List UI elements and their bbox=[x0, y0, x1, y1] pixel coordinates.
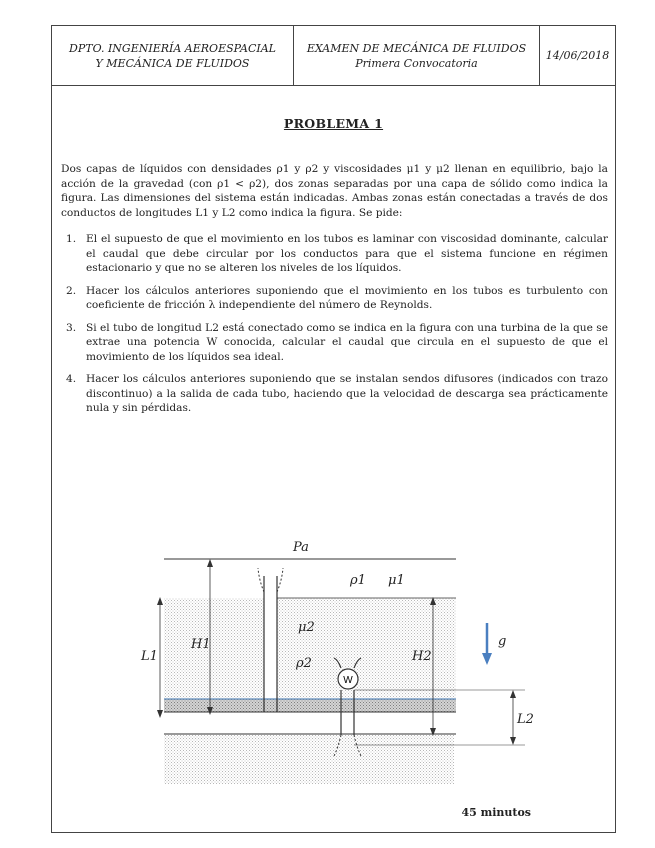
exam-title: EXAMEN DE MECÁNICA DE FLUIDOS bbox=[306, 41, 527, 55]
question-number: 3. bbox=[66, 321, 77, 334]
turbine-label: W bbox=[343, 675, 353, 686]
fluid-2-region-left bbox=[164, 598, 264, 698]
l2-arrow-bottom bbox=[510, 737, 516, 745]
label-mu2: μ2 bbox=[298, 620, 315, 635]
time-limit: 45 minutos bbox=[461, 806, 531, 819]
label-pa: Pa bbox=[293, 540, 309, 555]
label-rho1: ρ1 bbox=[350, 573, 366, 588]
l2-arrow-top bbox=[510, 690, 516, 698]
gravity-arrow-icon bbox=[482, 653, 492, 665]
label-rho2: ρ2 bbox=[296, 656, 312, 671]
solid-layer bbox=[164, 699, 456, 712]
label-h2: H2 bbox=[412, 649, 432, 664]
l1-arrow-top bbox=[157, 597, 163, 605]
label-l1: L1 bbox=[141, 649, 158, 664]
label-l2: L2 bbox=[517, 712, 534, 727]
question-number: 1. bbox=[66, 233, 77, 245]
diffuser-l1-right bbox=[277, 568, 283, 592]
label-mu1: μ1 bbox=[388, 573, 405, 588]
question-number: 4. bbox=[66, 373, 77, 385]
problem-title: PROBLEMA 1 bbox=[283, 116, 384, 131]
problem-statement: Dos capas de líquidos con densidades ρ1 y ρ2 y viscosidades μ1 y μ2 llenan en equilibrio, bajo la acción de la gravedad (con ρ1 < ρ2), dos zonas separadas por una capa de sólido como indica la figura. Las dimensiones del sistema están indicadas. Ambas zonas están conectadas a través de dos conductos de longitudes L1 y L2 como indica la figura. Se pide: bbox=[61, 163, 608, 219]
lower-fluid-region bbox=[164, 734, 454, 784]
exam-call: Primera Convocatoria bbox=[355, 56, 478, 70]
fluid-2-region-right bbox=[277, 598, 456, 698]
label-h1: H1 bbox=[191, 637, 211, 652]
label-g: g bbox=[498, 634, 507, 649]
h1-arrow-top bbox=[207, 559, 213, 567]
diffuser-l1-left bbox=[258, 568, 264, 592]
department-line-2: Y MECÁNICA DE FLUIDOS bbox=[95, 56, 250, 70]
l1-arrow-bottom bbox=[157, 710, 163, 718]
question-text: Hacer los cálculos anteriores suponiendo que se instalan sendos difusores (indicados con trazo discontinuo) a la salida de cada tubo, haciendo que la velocidad de descarga sea prácticamente nula y sin pérdidas. bbox=[86, 373, 608, 414]
department-line-1: DPTO. INGENIERÍA AEROESPACIAL bbox=[69, 41, 276, 55]
question-text: Si el tubo de longitud L2 está conectado como se indica en la figura con una turbina de la que se extrae una potencia W conocida, calcular el caudal que circula en el supuesto de que el movimiento de los líquidos sea ideal. bbox=[86, 321, 608, 363]
question-text: Hacer los cálculos anteriores suponiendo que el movimiento en los tubos es turbulento con coeficiente de fricción λ independiente del número de Reynolds. bbox=[86, 284, 608, 311]
question-text: El el supuesto de que el movimiento en los tubos es laminar con viscosidad dominante, calcular el caudal que debe circular por los conductos para que el sistema funcione en régimen estacionario y que no se alteren los niveles de los líquidos. bbox=[86, 233, 608, 274]
question-number: 2. bbox=[66, 284, 77, 297]
exam-date: 14/06/2018 bbox=[545, 49, 610, 62]
